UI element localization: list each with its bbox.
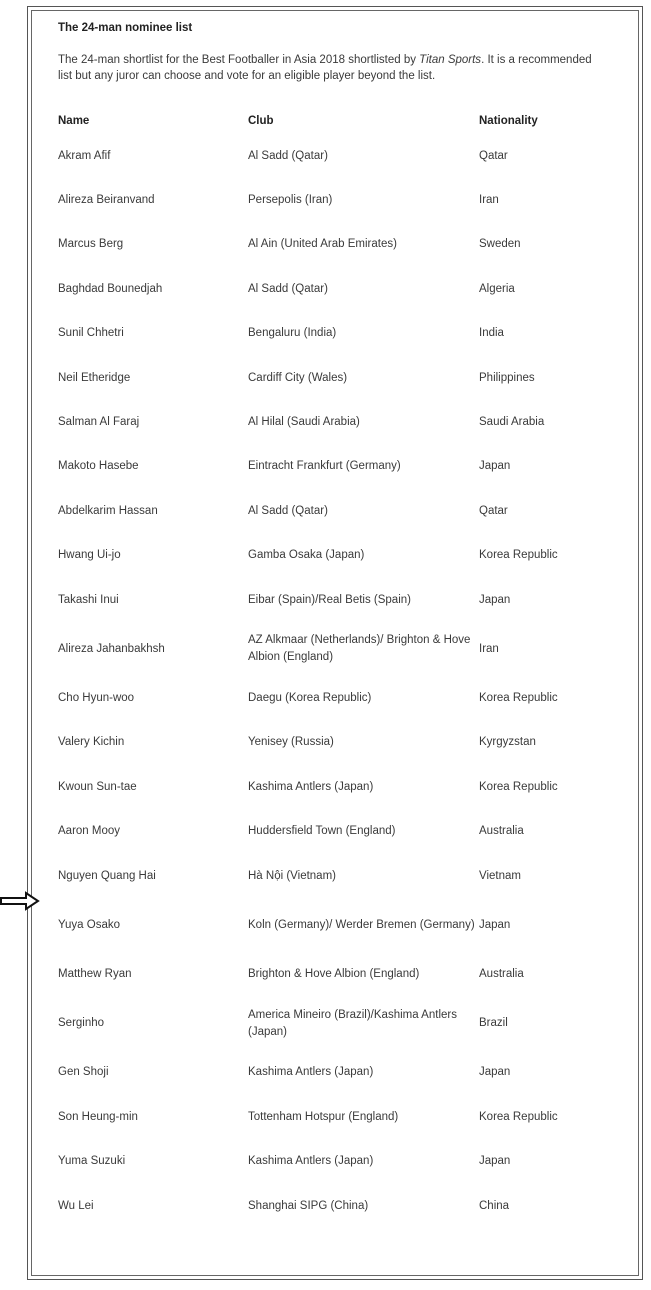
table-row: [58, 134, 603, 178]
cell-club: Kashima Antlers (Japan): [248, 1066, 374, 1079]
cell-nationality: Iran: [479, 194, 499, 207]
cell-club: Al Sadd (Qatar): [248, 149, 328, 162]
cell-name: Yuma Suzuki: [58, 1155, 126, 1168]
cell-club: Brighton & Hove Albion (England): [248, 967, 420, 980]
cell-name: Yuya Osako: [58, 918, 121, 931]
cell-name: Takashi Inui: [58, 593, 119, 606]
cell-club: Tottenham Hotspur (England): [248, 1110, 399, 1123]
cell-nationality: Qatar: [479, 149, 508, 162]
cell-name: Kwoun Sun-tae: [58, 780, 137, 793]
table-row: [58, 312, 603, 356]
cell-nationality: Brazil: [479, 1017, 508, 1030]
cell-club: Huddersfield Town (England): [248, 825, 396, 838]
cell-nationality: Japan: [479, 918, 511, 931]
header-nationality: Nationality: [479, 115, 538, 127]
table-row: [58, 898, 603, 952]
cell-nationality: Korea Republic: [479, 549, 558, 562]
intro-publication: Titan Sports: [419, 54, 482, 66]
cell-club: Yenisey (Russia): [248, 736, 334, 749]
table-row: [58, 178, 603, 222]
table-row: [58, 223, 603, 267]
intro-paragraph: [58, 52, 598, 84]
cell-name: Son Heung-min: [58, 1110, 138, 1123]
cell-nationality: Korea Republic: [479, 691, 558, 704]
table-row: [58, 1095, 603, 1139]
cell-club: Al Ain (United Arab Emirates): [248, 238, 397, 251]
table-row: [58, 1184, 603, 1228]
cell-name: Matthew Ryan: [58, 967, 132, 980]
cell-nationality: Kyrgyzstan: [479, 736, 536, 749]
cell-name: Nguyen Quang Hai: [58, 869, 156, 882]
cell-name: Abdelkarim Hassan: [58, 504, 158, 517]
table-row: [58, 809, 603, 853]
cell-club: America Mineiro (Brazil)/Kashima Antlers (Japan): [248, 1008, 457, 1038]
intro-text-after: . It is a recommended list but any juror can choose and vote for an eligible player beyond the list.: [58, 54, 592, 82]
cell-nationality: India: [479, 327, 504, 340]
cell-club: Koln (Germany)/ Werder Bremen (Germany): [248, 918, 475, 931]
cell-club: Bengaluru (India): [248, 327, 337, 340]
table-row: [58, 356, 603, 400]
cell-nationality: Philippines: [479, 371, 535, 384]
cell-club: Al Sadd (Qatar): [248, 282, 328, 295]
table-row: [58, 622, 603, 676]
cell-club: Hà Nội (Vietnam): [248, 869, 336, 882]
table-row: [58, 676, 603, 720]
list-title: The 24-man nominee list: [58, 22, 193, 34]
cell-name: Valery Kichin: [58, 736, 125, 749]
cell-name: Serginho: [58, 1017, 105, 1030]
cell-club: Cardiff City (Wales): [248, 371, 348, 384]
table-row: [58, 1051, 603, 1095]
table-row: [58, 489, 603, 533]
cell-name: Hwang Ui-jo: [58, 549, 121, 562]
table-row: [58, 1139, 603, 1183]
cell-nationality: Korea Republic: [479, 780, 558, 793]
cell-nationality: Australia: [479, 967, 524, 980]
intro-text-before: The 24-man shortlist for the Best Footballer in Asia 2018 shortlisted by: [58, 54, 420, 66]
table-row: [58, 765, 603, 809]
cell-club: Eintracht Frankfurt (Germany): [248, 460, 401, 473]
right-arrow-icon: [0, 889, 40, 913]
cell-nationality: Japan: [479, 460, 511, 473]
cell-nationality: Korea Republic: [479, 1110, 558, 1123]
table-row: [58, 952, 603, 996]
cell-club: Al Hilal (Saudi Arabia): [248, 416, 360, 429]
cell-nationality: Australia: [479, 825, 524, 838]
table-row: [58, 400, 603, 444]
cell-name: Makoto Hasebe: [58, 460, 139, 473]
header-club: Club: [248, 115, 274, 127]
cell-club: Eibar (Spain)/Real Betis (Spain): [248, 593, 411, 606]
cell-nationality: Algeria: [479, 282, 515, 295]
cell-name: Marcus Berg: [58, 238, 124, 251]
table-body: [58, 134, 603, 1228]
cell-name: Aaron Mooy: [58, 825, 121, 838]
outer-frame: [27, 6, 643, 1280]
cell-name: Gen Shoji: [58, 1066, 109, 1079]
cell-club: AZ Alkmaar (Netherlands)/ Brighton & Hove Albion (England): [248, 634, 471, 664]
table-row: [58, 534, 603, 578]
cell-club: Persepolis (Iran): [248, 194, 333, 207]
cell-club: Daegu (Korea Republic): [248, 691, 372, 704]
cell-name: Wu Lei: [58, 1199, 94, 1212]
cell-nationality: Japan: [479, 1066, 511, 1079]
cell-nationality: Saudi Arabia: [479, 416, 545, 429]
cell-nationality: Iran: [479, 642, 499, 655]
cell-club: Gamba Osaka (Japan): [248, 549, 365, 562]
cell-nationality: Japan: [479, 1155, 511, 1168]
nominee-list-panel: [31, 10, 639, 1276]
cell-name: Baghdad Bounedjah: [58, 282, 163, 295]
table-row: [58, 997, 603, 1051]
table-row: [58, 267, 603, 311]
cell-name: Salman Al Faraj: [58, 416, 140, 429]
cell-name: Akram Afif: [58, 149, 111, 162]
cell-nationality: Vietnam: [479, 869, 521, 882]
cell-nationality: China: [479, 1199, 510, 1212]
cell-name: Cho Hyun-woo: [58, 691, 135, 704]
cell-club: Al Sadd (Qatar): [248, 504, 328, 517]
cell-name: Sunil Chhetri: [58, 327, 124, 340]
nominee-table: [58, 108, 603, 1228]
cell-nationality: Qatar: [479, 504, 508, 517]
table-row: [58, 578, 603, 622]
table-row: [58, 854, 603, 898]
cell-name: Alireza Jahanbakhsh: [58, 642, 165, 655]
table-row: [58, 445, 603, 489]
cell-club: Shanghai SIPG (China): [248, 1199, 369, 1212]
cell-club: Kashima Antlers (Japan): [248, 780, 374, 793]
table-header-row: [58, 108, 603, 134]
header-name: Name: [58, 115, 90, 127]
table-row: [58, 721, 603, 765]
cell-name: Neil Etheridge: [58, 371, 131, 384]
cell-club: Kashima Antlers (Japan): [248, 1155, 374, 1168]
cell-nationality: Sweden: [479, 238, 521, 251]
cell-nationality: Japan: [479, 593, 511, 606]
cell-name: Alireza Beiranvand: [58, 194, 155, 207]
